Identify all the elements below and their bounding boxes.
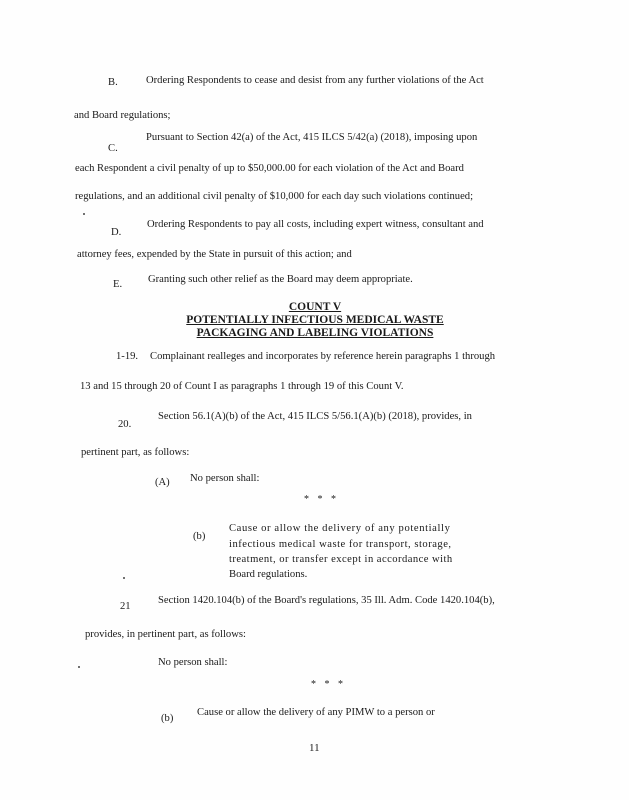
para-21-line-1: Section 1420.104(b) of the Board's regulations, 35 Ill. Adm. Code 1420.104(b), — [158, 595, 495, 606]
scan-speck — [78, 666, 80, 668]
quote-1-sub-line-3: treatment, or transfer except in accordance with — [229, 554, 453, 565]
item-b-label: B. — [108, 77, 118, 88]
quote-1-sub-label: (b) — [193, 531, 206, 542]
para-20-label: 20. — [118, 419, 132, 430]
quote-1-sub-line-1: Cause or allow the delivery of any potentially — [229, 523, 451, 534]
page-number: 11 — [309, 742, 320, 754]
item-c-line-2: each Respondent a civil penalty of up to $50,000.00 for each violation of the Act and Board — [75, 163, 464, 174]
scan-speck — [83, 213, 85, 215]
quote-1-label: (A) — [155, 477, 170, 488]
para-20-line-1: Section 56.1(A)(b) of the Act, 415 ILCS 5/56.1(A)(b) (2018), provides, in — [158, 411, 472, 422]
item-e-line-1: Granting such other relief as the Board may deem appropriate. — [148, 274, 413, 285]
item-e-label: E. — [113, 279, 123, 290]
count-heading-line-1: POTENTIALLY INFECTIOUS MEDICAL WASTE — [186, 314, 444, 326]
quote-2-sub-label: (b) — [161, 713, 174, 724]
quote-1-sub-line-4: Board regulations. — [229, 569, 308, 580]
para-1-19-label: 1-19. — [116, 351, 139, 362]
para-21-line-2: provides, in pertinent part, as follows: — [85, 629, 246, 640]
item-c-label: C. — [108, 143, 118, 154]
item-c-line-1: Pursuant to Section 42(a) of the Act, 415 ILCS 5/42(a) (2018), imposing upon — [146, 132, 478, 143]
para-1-19-line-1: Complainant realleges and incorporates by reference herein paragraphs 1 through — [150, 351, 496, 362]
para-21-label: 21 — [120, 601, 131, 612]
count-title: COUNT V — [288, 301, 342, 313]
item-c-line-3: regulations, and an additional civil penalty of $10,000 for each day such violations continued; — [75, 191, 474, 202]
item-d-line-1: Ordering Respondents to pay all costs, including expert witness, consultant and — [147, 219, 484, 230]
quote-1-sub-line-2: infectious medical waste for transport, storage, — [229, 539, 452, 550]
count-heading-line-2: PACKAGING AND LABELING VIOLATIONS — [196, 327, 434, 339]
item-d-line-2: attorney fees, expended by the State in pursuit of this action; and — [77, 249, 352, 260]
para-20-line-2: pertinent part, as follows: — [81, 447, 190, 458]
quote-2-text: No person shall: — [158, 657, 228, 668]
quote-2-ellipsis: * * * — [311, 679, 346, 690]
quote-1-ellipsis: * * * — [304, 494, 339, 505]
item-d-label: D. — [111, 227, 122, 238]
item-b-line-2: and Board regulations; — [74, 110, 171, 121]
scan-speck — [123, 577, 125, 579]
para-1-19-line-2: 13 and 15 through 20 of Count I as paragraphs 1 through 19 of this Count V. — [80, 381, 404, 392]
item-b-line-1: Ordering Respondents to cease and desist from any further violations of the Act — [146, 75, 484, 86]
quote-2-sub-line-1: Cause or allow the delivery of any PIMW to a person or — [197, 707, 435, 718]
quote-1-text: No person shall: — [190, 473, 260, 484]
